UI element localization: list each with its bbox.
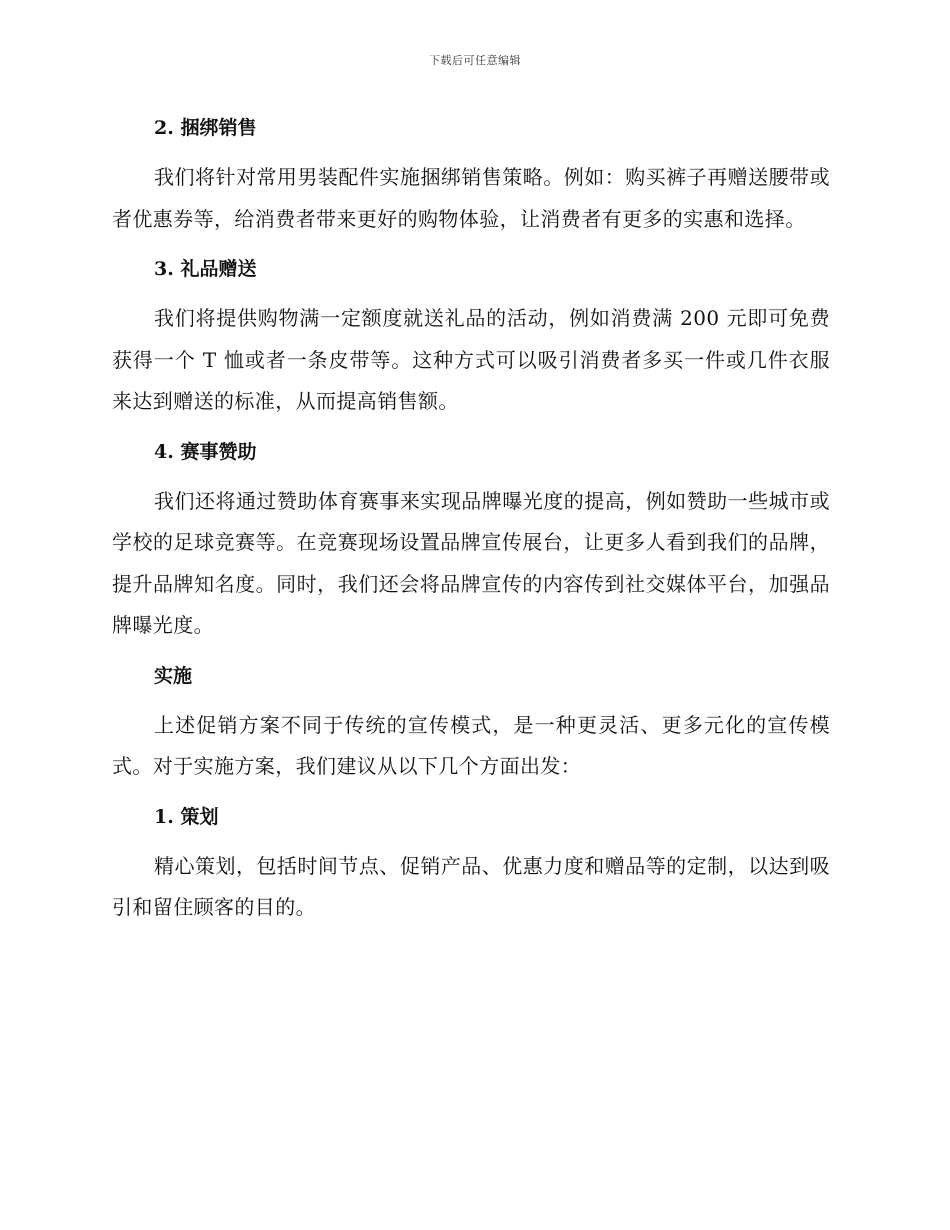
section-heading-gift-giving: 3. 礼品赠送 bbox=[154, 258, 257, 280]
section-heading-planning: 1. 策划 bbox=[154, 805, 219, 828]
document-body bbox=[112, 108, 830, 929]
section-heading-bundle-sales: 2. 捆绑销售 bbox=[154, 117, 257, 139]
section-heading-implementation: 实施 bbox=[154, 664, 193, 687]
section-paragraph-planning: 精心策划，包括时间节点、促销产品、优惠力度和赠品等的定制，以达到吸引和留住顾客的目的。 bbox=[112, 853, 830, 919]
section-paragraph-bundle-sales: 我们将针对常用男装配件实施捆绑销售策略。例如：购买裤子再赠送腰带或者优惠券等，给消费者带来更好的购物体验，让消费者有更多的实惠和选择。 bbox=[112, 165, 830, 231]
section-paragraph-implementation: 上述促销方案不同于传统的宣传模式，是一种更灵活、更多元化的宣传模式。对于实施方案，我们建议从以下几个方面出发： bbox=[112, 712, 830, 778]
section-heading-event-sponsorship: 4. 赛事赞助 bbox=[154, 440, 257, 463]
section-paragraph-event-sponsorship: 我们还将通过赞助体育赛事来实现品牌曝光度的提高，例如赞助一些城市或学校的足球竞赛等。在竞赛现场设置品牌宣传展台，让更多人看到我们的品牌，提升品牌知名度。同时，我们还会将品牌宣传的内容传到社交媒体平台，加强品牌曝光度。 bbox=[112, 488, 830, 637]
page-header-note: 下载后可任意编辑 bbox=[429, 54, 521, 67]
section-paragraph-gift-giving: 我们将提供购物满一定额度就送礼品的活动，例如消费满 200 元即可免费获得一个 T 恤或者一条皮带等。这种方式可以吸引消费者多买一件或几件衣服来达到赠送的标准，从而提高销售额。 bbox=[112, 306, 830, 413]
